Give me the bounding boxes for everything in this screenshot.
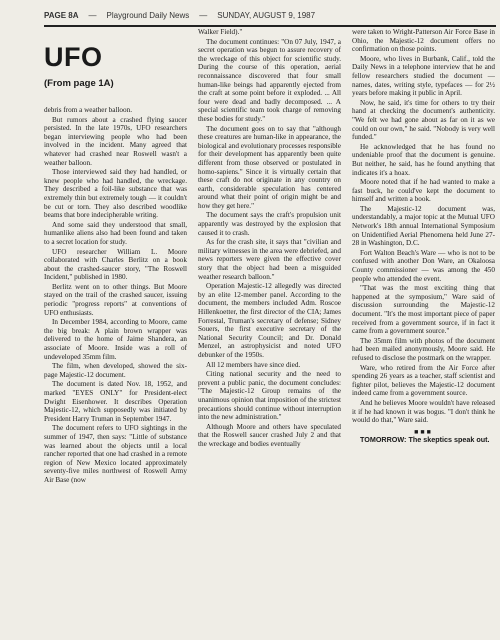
article-paragraph: The document is dated Nov. 18, 1952, and marked "EYES ONLY" for President-elect Dwight Eisenhower. It describes Operation Majestic-12, which supposedly was initiated by President Harry Truman in September 1947. — [44, 380, 187, 423]
article-paragraph: Moore noted that if he had wanted to make a fast buck, he could've kept the document to himself and written a book. — [352, 178, 495, 204]
article-paragraph: The film, when developed, showed the six-page Majestic-12 document. — [44, 362, 187, 379]
article-paragraph: And some said they understood that small, humanlike aliens also had been found and taken to a secret location for study. — [44, 220, 187, 246]
article-paragraph: The Majestic-12 document was, understandably, a major topic at the Mutual UFO Network's 18th annual International Symposium on Unidentified Aerial Phenomena held June 27-28 in Washington, D.C. — [352, 204, 495, 248]
article-paragraph: debris from a weather balloon. — [44, 106, 133, 114]
article-paragraph: As for the crash site, it says that "civilian and military witnesses in the area were debriefed, and news reporters were given the effective cover story that the object had been a misguided weather research balloon." — [198, 238, 341, 281]
article-headline: UFO — [44, 42, 103, 72]
article-paragraph: Berlitz went on to other things. But Moore stayed on the trail of the crashed saucer, issuing periodic "progress reports" at conventions of UFO enthusiasts. — [44, 282, 187, 317]
article-column-1 — [44, 28, 187, 633]
article-column-3 — [352, 28, 495, 633]
end-marks: ■■■ — [414, 427, 433, 436]
jump-line: (From page 1A) — [44, 78, 114, 89]
issue-date: SUNDAY, AUGUST 9, 1987 — [217, 10, 316, 20]
article-paragraph: And he believes Moore wouldn't have released it if he had known it was bogus. "I don't think he would do that," Ware said. — [352, 398, 495, 425]
article-paragraph: Those interviewed said they had handled, or knew people who had handled, the wreckage. They described a foil-like substance that was extremely thin but extremely tough — it couldn't be cut or torn. They also described woodlike beams that bore indecipherable writing. — [44, 168, 187, 220]
article-paragraph: Ware, who retired from the Air Force after spending 26 years as a teacher, staff scientist and fighter pilot, believes the Majestic-12 document indeed came from a government source. — [352, 363, 495, 398]
article-paragraph: In December 1984, according to Moore, came the big break: A plain brown wrapper was delivered to the home of Jaime Shandera, an associate of Moore. Inside was a roll of undeveloped 35mm film. — [44, 318, 187, 361]
article-paragraph: were taken to Wright-Patterson Air Force Base in Ohio, the Majestic-12 document offers no confirmation on those points. — [352, 28, 495, 54]
header-separator: — — [88, 10, 97, 20]
article-column-2 — [198, 28, 341, 633]
newspaper-name: Playground Daily News — [106, 10, 190, 20]
article-paragraph: Citing national security and the need to prevent a public panic, the document concludes: "The Majestic-12 Group remains of the unanimous opinion that imposition of the strictest precautions should continue without interruption into the new administration." — [198, 370, 341, 422]
article-paragraph: UFO researcher William L. Moore collaborated with Charles Berlitz on a book about the crashed-saucer story, "The Roswell Incident," published in 1980. — [44, 247, 187, 282]
article-paragraph: Moore, who lives in Burbank, Calif., told the Daily News in a telephone interview that he and fellow researchers studied the document — names, dates, writing style, typefaces — for 2½ years before making it public in April. — [352, 54, 495, 98]
article-paragraph: Operation Majestic-12 allegedly was directed by an elite 12-member panel. According to the document, the members included Adm. Roscoe Hillenkoetter, the first director of the CIA; James Forrestal, Truman's secretary of defense; Sidney Souers, the first executive secretary of the National Security Council; and Dr. Donald Menzel, an astrophysicist and noted UFO debunker of the 1950s. — [198, 282, 341, 359]
tomorrow-teaser: TOMORROW: The skeptics speak out. — [360, 435, 490, 445]
article-paragraph: Walker Field)." — [198, 28, 243, 36]
column-2-body — [198, 28, 341, 449]
article-paragraph: Now, he said, it's time for others to try their hand at checking the document's authenticity. "We felt we had gone about as far on it as we could on our own," he said. "Nobody is very well funded." — [352, 98, 495, 142]
article-paragraph: The document says the craft's propulsion unit apparently was destroyed by the explosion that caused it to crash. — [198, 211, 341, 237]
article-paragraph: Although Moore and others have speculated that the Roswell saucer crashed July 2 and that the wreckage and bodies eventually — [198, 422, 341, 448]
article-paragraph: The document goes on to say that "although these creatures are human-like in appearance, the biological and evolutionary processes responsible for their development has apparently been quite different from those observed or postulated in homo-sapiens." Since it is virtually certain that these craft do not originate in any country on earth, considerable speculation has centered around what their point of origin might be and how they get here." — [198, 124, 341, 210]
article-paragraph: But rumors about a crashed flying saucer persisted. In the late 1970s, UFO researchers began interviewing people who had been involved in the incident. Many agreed that whatever had crashed near Roswell wasn't a weather balloon. — [44, 115, 187, 167]
article-paragraph: All 12 members have since died. — [206, 360, 301, 369]
article-paragraph: He acknowledged that he has found no undeniable proof that the document is genuine. But neither, he said, has he found anything that indicates it's a hoax. — [352, 142, 495, 177]
column-1-body — [44, 106, 187, 485]
article-paragraph: The 35mm film with photos of the document had been mailed anonymously, Moore said. He refused to disclose the postmark on the wrapper. — [352, 336, 495, 362]
article-paragraph: Fort Walton Beach's Ware — who is not to be confused with another Don Ware, an Okaloosa County commissioner — was among the 450 people who attended the event. — [352, 248, 495, 283]
column-3-body — [352, 28, 495, 425]
page-number: PAGE 8A — [44, 10, 79, 20]
page-header — [44, 8, 496, 22]
header-rule — [44, 25, 496, 27]
article-paragraph: The document continues: "On 07 July, 1947, a secret operation was begun to assure recovery of the wreckage of this object for scientific study. During the course of this operation, aerial reconnaissance discovered that four small human-like beings had apparently ejected from the craft at some point before it exploded. ... All four were dead and badly decomposed. ... A special scientific team took charge of removing these bodies for study." — [198, 37, 341, 123]
header-separator: — — [199, 10, 208, 20]
article-paragraph: The document refers to UFO sightings in the summer of 1947, then says: "Little of substance was learned about the objects until a local rancher reported that one had crashed in a remote region of New Mexico located approximately seventy-five miles northwest of Roswell Army Air Base (now — [44, 424, 187, 484]
article-paragraph: "That was the most exciting thing that happened at the symposium," Ware said of discussion surrounding the Majestic-12 document. "It's the most important piece of paper received from a government source, if in fact it came from a government source." — [352, 284, 495, 336]
